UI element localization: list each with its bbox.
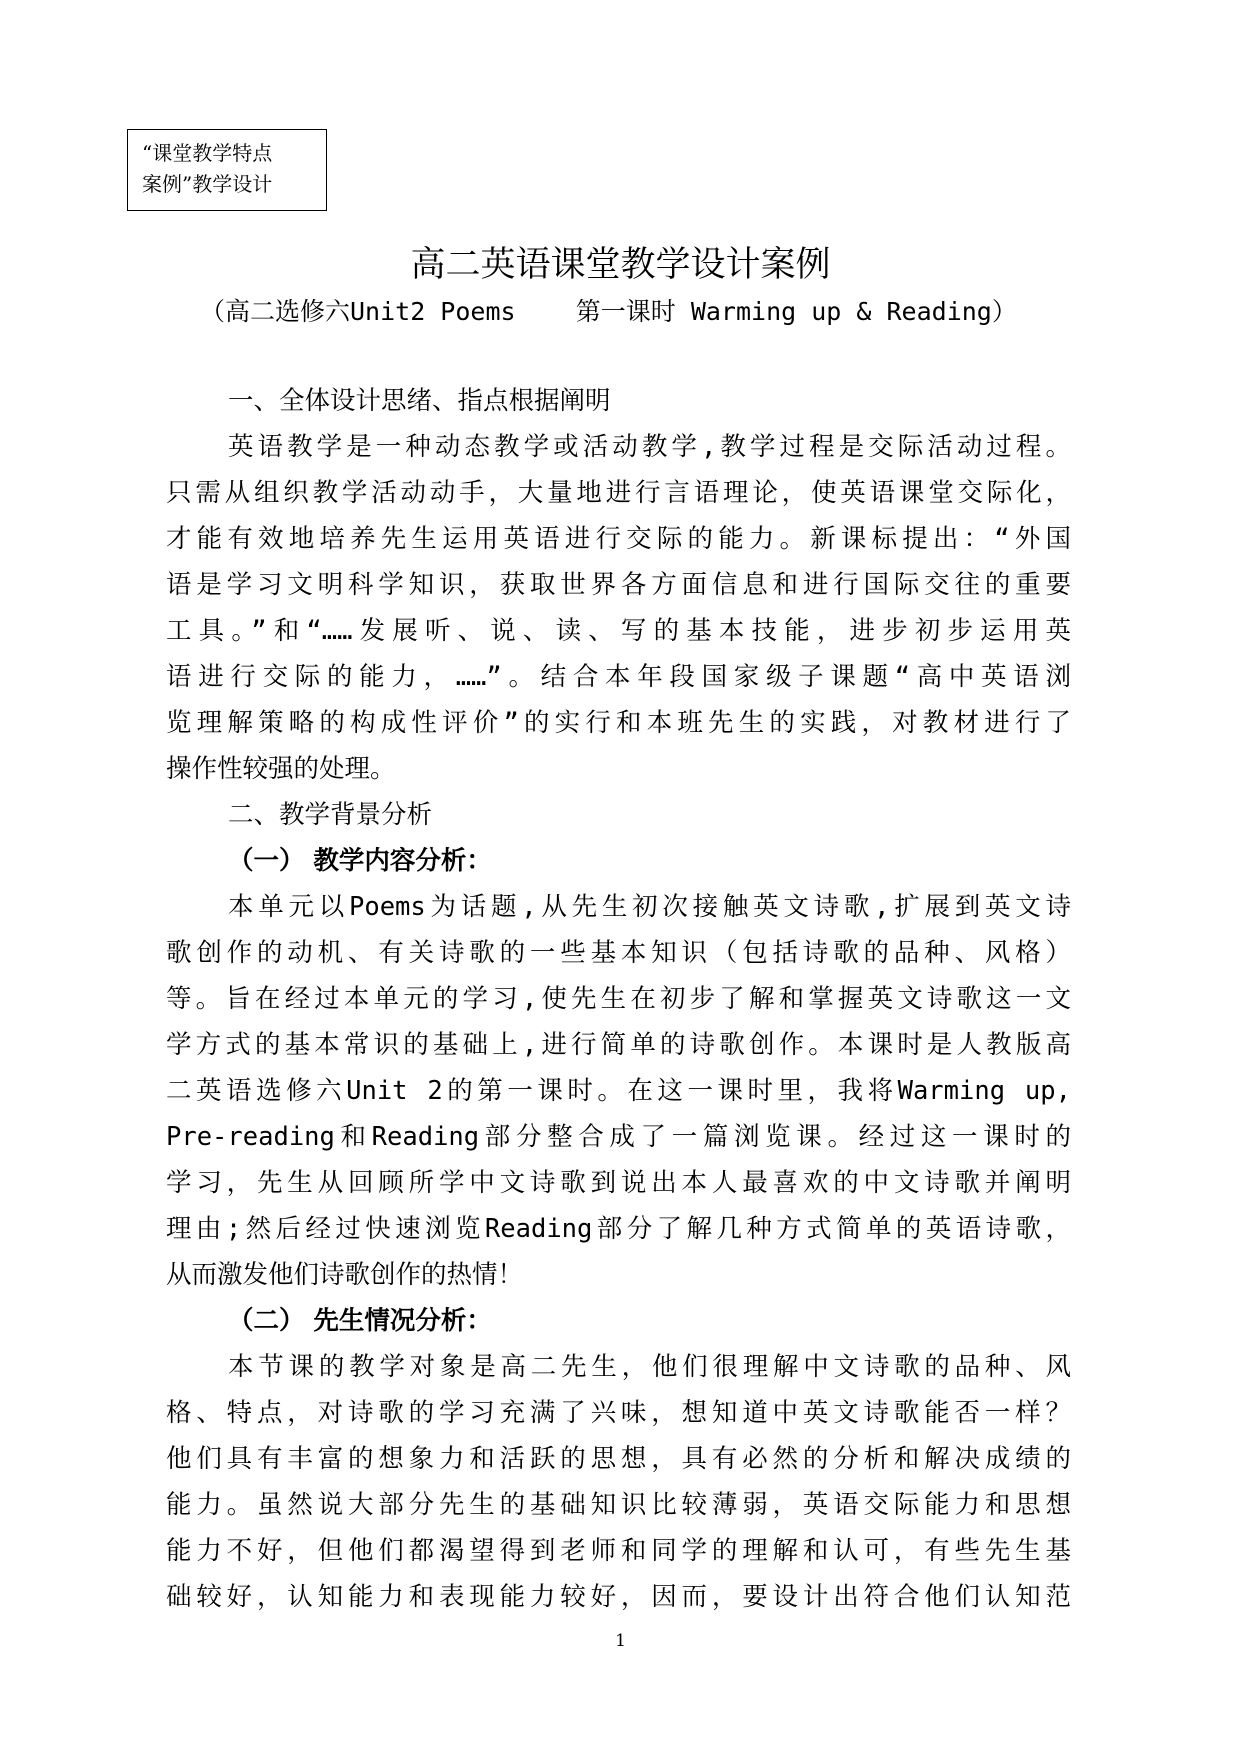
category-tag-line-1: “课堂教学特点: [142, 141, 273, 165]
paragraph-line: 能力。虽然说大部分先生的基础知识比较薄弱，英语交际能力和思想: [166, 1490, 1071, 1520]
paragraph-line: 二英语选修六Unit 2的第一课时。在这一课时里，我将Warming up,: [166, 1076, 1071, 1106]
paragraph-line: 语进行交际的能力，……”。结合本年段国家级子课题“高中英语浏: [166, 662, 1071, 692]
subsection-2-heading: （二） 先生情况分析：: [228, 1306, 492, 1336]
paragraph-line: 从而激发他们诗歌创作的热情！: [166, 1260, 524, 1290]
page-number: 1: [615, 1631, 626, 1651]
paragraph-line: 操作性较强的处理。: [166, 754, 396, 784]
paragraph-line: 才能有效地培养先生运用英语进行交际的能力。新课标提出：“外国: [166, 524, 1071, 554]
paragraph-line: 本单元以Poems为话题,从先生初次接触英文诗歌,扩展到英文诗: [228, 892, 1071, 922]
paragraph-line: 础较好，认知能力和表现能力较好，因而，要设计出符合他们认知范: [166, 1582, 1071, 1612]
document-title: 高二英语课堂教学设计案例: [410, 245, 831, 285]
paragraph-line: 英语教学是一种动态教学或活动教学,教学过程是交际活动过程。: [228, 432, 1071, 462]
paragraph-line: Pre-reading和Reading部分整合成了一篇浏览课。经过这一课时的: [166, 1122, 1071, 1152]
paragraph-line: 等。旨在经过本单元的学习,使先生在初步了解和掌握英文诗歌这一文: [166, 984, 1071, 1014]
subsection-1-heading: （一） 教学内容分析：: [228, 846, 492, 876]
paragraph-line: 学习，先生从回顾所学中文诗歌到说出本人最喜欢的中文诗歌并阐明: [166, 1168, 1071, 1198]
document-subtitle: （高二选修六Unit2 Poems 第一课时 Warming up & Reading）: [200, 297, 1017, 326]
paragraph-line: 他们具有丰富的想象力和活跃的思想，具有必然的分析和解决成绩的: [166, 1444, 1071, 1474]
paragraph-line: 本节课的教学对象是高二先生，他们很理解中文诗歌的品种、风: [228, 1352, 1071, 1382]
category-tag-line-2: 案例”教学设计: [142, 172, 273, 196]
category-tag-box: [127, 129, 327, 211]
paragraph-line: 能力不好，但他们都渴望得到老师和同学的理解和认可，有些先生基: [166, 1536, 1071, 1566]
paragraph-line: 览理解策略的构成性评价”的实行和本班先生的实践，对教材进行了: [166, 708, 1071, 738]
paragraph-line: 理由;然后经过快速浏览Reading部分了解几种方式简单的英语诗歌，: [166, 1214, 1071, 1244]
paragraph-line: 学方式的基本常识的基础上,进行简单的诗歌创作。本课时是人教版高: [166, 1030, 1071, 1060]
paragraph-line: 语是学习文明科学知识，获取世界各方面信息和进行国际交往的重要: [166, 570, 1071, 600]
paragraph-line: 只需从组织教学活动动手，大量地进行言语理论，使英语课堂交际化，: [166, 478, 1071, 508]
paragraph-line: 工具。”和“……发展听、说、读、写的基本技能，进步初步运用英: [166, 616, 1071, 646]
section-1-heading: 一、全体设计思绪、指点根据阐明: [228, 386, 611, 416]
document-body: [166, 378, 1071, 1620]
paragraph-line: 歌创作的动机、有关诗歌的一些基本知识（包括诗歌的品种、风格）: [166, 938, 1071, 968]
section-2-heading: 二、教学背景分析: [228, 800, 433, 830]
paragraph-line: 格、特点，对诗歌的学习充满了兴味，想知道中英文诗歌能否一样？: [166, 1398, 1071, 1428]
